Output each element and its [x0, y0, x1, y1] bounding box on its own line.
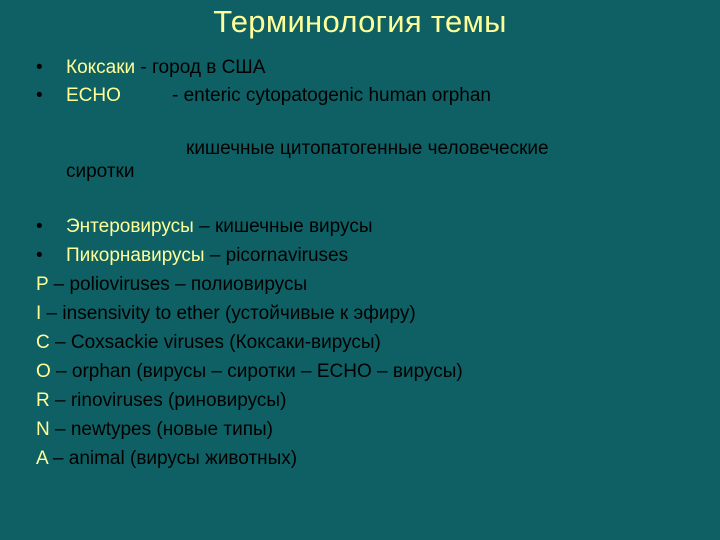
term: Пикорнавирусы: [66, 245, 205, 266]
acronym-line-i: [36, 303, 416, 325]
acronym-letter: P: [36, 274, 49, 295]
bullet: •: [36, 245, 43, 266]
slide-title: Терминология темы: [213, 4, 507, 39]
list-item-enteroviruses: [36, 216, 372, 238]
acronym-line-n: [36, 419, 273, 441]
bullet: •: [36, 216, 43, 237]
term: ECHO: [66, 85, 121, 106]
list-item-picornaviruses: [36, 245, 348, 267]
acronym-line-a: [36, 448, 297, 470]
acronym-letter: N: [36, 419, 50, 440]
list-item-coxsackie: [36, 57, 265, 79]
echo-translation-wrap: сиротки: [66, 161, 135, 182]
acronym-meaning: – newtypes (новые типы): [49, 419, 273, 440]
definition: - enteric cytopatogenic human orphan: [172, 85, 491, 106]
echo-translation-line: кишечные цитопатогенные человеческие: [186, 138, 549, 159]
acronym-line-r: [36, 390, 286, 412]
bullet: •: [36, 85, 43, 106]
acronym-line-o: [36, 361, 463, 383]
acronym-letter: C: [36, 332, 50, 353]
acronym-line-p: [36, 274, 307, 296]
acronym-meaning: – insensivity to ether (устойчивые к эфиру): [41, 303, 416, 324]
acronym-letter: R: [36, 390, 50, 411]
definition: – кишечные вирусы: [193, 216, 373, 237]
acronym-line-c: [36, 332, 381, 354]
acronym-meaning: – orphan (вирусы – сиротки – ECHO – вирусы): [50, 361, 463, 382]
acronym-meaning: – animal (вирусы животных): [47, 448, 298, 469]
acronym-letter: A: [36, 448, 48, 469]
acronym-meaning: – Coxsackie viruses (Коксаки-вирусы): [49, 332, 381, 353]
acronym-letter: O: [36, 361, 51, 382]
acronym-meaning: – polioviruses – полиовирусы: [48, 274, 308, 295]
list-item-echo: [36, 85, 491, 107]
acronym-letter: I: [36, 303, 42, 324]
definition: - город в США: [135, 57, 266, 78]
bullet: •: [36, 57, 43, 78]
acronym-meaning: – rinoviruses (риновирусы): [49, 390, 287, 411]
definition: – picornaviruses: [204, 245, 349, 266]
term: Коксаки: [66, 57, 136, 78]
term: Энтеровирусы: [66, 216, 194, 237]
